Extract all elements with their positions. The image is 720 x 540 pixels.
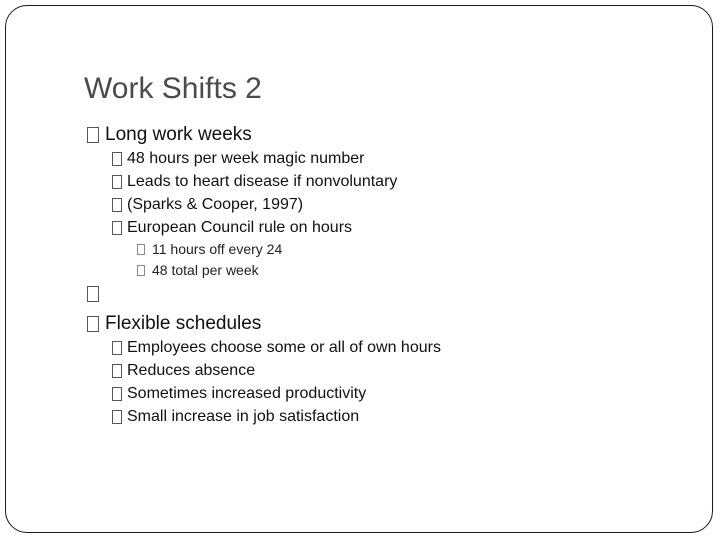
bullet-hours-off [137, 241, 282, 257]
bullet-text: Flexible schedules [105, 313, 262, 334]
bullet-text: European Council rule on hours [127, 219, 353, 236]
bullet-text: Leads to heart disease if nonvoluntary [127, 173, 398, 190]
bullet-satisfaction [112, 408, 359, 426]
bullet-empty [87, 286, 105, 302]
bullet-heart-disease [112, 173, 397, 191]
bullet-box-icon [112, 175, 122, 189]
bullet-reduces-absence [112, 362, 255, 380]
bullet-box-icon [112, 387, 122, 401]
bullet-box-icon [87, 316, 99, 332]
bullet-flexible-schedules [87, 313, 261, 335]
bullet-text: Sometimes increased productivity [127, 385, 367, 402]
bullet-productivity [112, 385, 366, 403]
bullet-citation [112, 196, 303, 214]
bullet-box-icon [112, 221, 122, 235]
bullet-box-icon [137, 265, 145, 276]
bullet-employees-choose [112, 339, 441, 357]
bullet-box-icon [87, 127, 99, 143]
bullet-box-icon [112, 198, 122, 212]
slide-title: Work Shifts 2 [84, 72, 262, 105]
bullet-text: 48 hours per week magic number [127, 150, 365, 167]
bullet-text: Long work weeks [105, 124, 252, 145]
bullet-box-icon [112, 410, 122, 424]
bullet-text: Small increase in job satisfaction [127, 408, 360, 425]
bullet-box-icon [112, 341, 122, 355]
bullet-text: 48 total per week [152, 262, 259, 278]
bullet-box-icon [112, 364, 122, 378]
bullet-hours-magic [112, 150, 364, 168]
bullet-text: (Sparks & Cooper, 1997) [127, 196, 304, 213]
bullet-european-council [112, 219, 352, 237]
bullet-box-icon [137, 244, 145, 255]
bullet-text: Employees choose some or all of own hours [127, 339, 441, 356]
bullet-box-icon [112, 152, 122, 166]
bullet-text: 11 hours off every 24 [152, 241, 283, 257]
bullet-box-icon [87, 286, 99, 302]
bullet-total-per-week [137, 262, 259, 278]
bullet-text: Reduces absence [127, 362, 256, 379]
bullet-long-work-weeks [87, 124, 252, 146]
slide-frame [5, 5, 713, 533]
